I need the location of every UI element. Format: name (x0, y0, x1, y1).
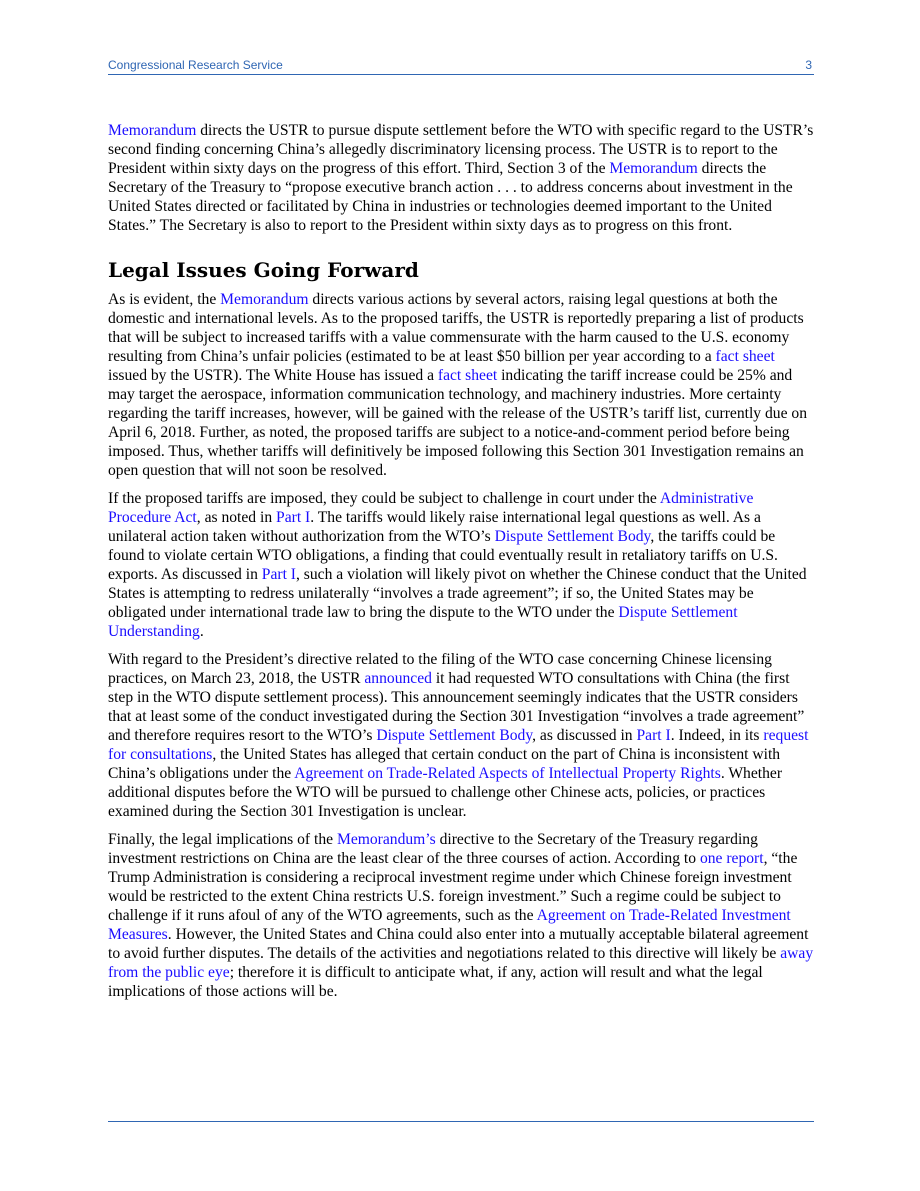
footer-divider (108, 1121, 814, 1122)
paragraph: Finally, the legal implications of the Memorandum’s directive to the Secretary of the Treasury regarding investment restrictions on China are the least clear of the three courses of action. According to one report, “the Trump Administration is considering a reciprocal investment regime under which Chinese foreign investment would be restricted to the extent China restricts U.S. foreign investment.” Such a regime could be subject to challenge if it runs afoul of any of the WTO agreements, such as the Agreement on Trade-Related Investment Measures. However, the United States and China could also enter into a mutually acceptable bilateral agreement to avoid further disputes. The details of the activities and negotiations related to this directive will likely be away from the public eye; therefore it is difficult to anticipate what, if any, action will result and what the legal implications of those actions will be. (108, 830, 814, 1001)
fact-sheet-link[interactable]: fact sheet (715, 347, 775, 365)
administrative-procedure-act-link[interactable]: Administrative Procedure Act (108, 489, 754, 526)
header-source: Congressional Research Service (108, 58, 283, 72)
dispute-settlement-understanding-link[interactable]: Dispute Settlement Understanding (108, 604, 738, 641)
one-report-link[interactable]: one report (699, 849, 764, 867)
request-for-consultations-link[interactable]: request for consultations (108, 727, 809, 764)
dispute-settlement-body-link[interactable]: Dispute Settlement Body (494, 527, 651, 545)
memorandum-link[interactable]: Memorandum (108, 122, 197, 139)
page-number: 3 (805, 58, 812, 72)
page-header (108, 57, 814, 75)
paragraph: With regard to the President’s directive related to the filing of the WTO case concerning Chinese licensing practices, on March 23, 2018, the USTR announced it had requested WTO consultations with China (the first step in the WTO dispute settlement process). This announcement seemingly indicates that the USTR considers that at least some of the conduct investigated during the Section 301 Investigation “involves a trade agreement” and therefore requires resort to the WTO’s Dispute Settlement Body, as discussed in Part I. Indeed, in its request for consultations, the United States has alleged that certain conduct on the part of China is inconsistent with China’s obligations under the Agreement on Trade-Related Aspects of Intellectual Property Rights. Whether additional disputes before the WTO will be pursued to challenge other Chinese acts, policies, or practices examined during the Section 301 Investigation is unclear. (108, 650, 809, 821)
memorandum-link[interactable]: Memorandum (609, 160, 698, 178)
public-eye-link[interactable]: away from the public eye (108, 945, 814, 982)
document-body (108, 121, 814, 1010)
memorandum-link[interactable]: Memorandum’s (336, 830, 436, 848)
trims-agreement-link[interactable]: Agreement on Trade-Related Investment Measures (108, 907, 791, 944)
announced-link[interactable]: announced (364, 669, 432, 687)
paragraph: Memorandum directs the USTR to pursue dispute settlement before the WTO with specific regard to the USTR’s second finding concerning China’s allegedly discriminatory licensing process. The USTR is to report to the President within sixty days on the progress of this effort. Third, Section 3 of the Memorandum directs the Secretary of the Treasury to “propose executive branch action . . . to address concerns about investment in the United States directed or facilitated by China in industries or technologies deemed important to the United States.” The Secretary is also to report to the President within sixty days as to progress on this front. (108, 122, 814, 235)
memorandum-link[interactable]: Memorandum (220, 290, 309, 308)
part-i-link[interactable]: Part I (261, 566, 296, 584)
dispute-settlement-body-link[interactable]: Dispute Settlement Body (376, 727, 533, 744)
section-heading: Legal Issues Going Forward (108, 257, 419, 282)
fact-sheet-link[interactable]: fact sheet (437, 366, 498, 384)
part-i-link[interactable]: Part I (636, 727, 671, 744)
part-i-link[interactable]: Part I (276, 508, 311, 526)
paragraph: As is evident, the Memorandum directs various actions by several actors, raising legal questions at both the domestic and international levels. As to the proposed tariffs, the USTR is reportedly preparing a list of products that will be subject to increased tariffs with a value commensurate with the harm caused to the U.S. economy resulting from China’s unfair policies (estimated to be at least $50 billion per year according to a fact sheet issued by the USTR). The White House has issued a fact sheet indicating the tariff increase could be 25% and may target the aerospace, information communication technology, and machinery industries. More certainty regarding the tariff increases, however, will be gained with the release of the USTR’s tariff list, currently due on April 6, 2018. Further, as noted, the proposed tariffs are subject to a notice-and-comment period before being imposed. Thus, whether tariffs will definitively be imposed following this Section 301 Investigation remains an open question that will not soon be resolved. (108, 290, 807, 480)
paragraph: If the proposed tariffs are imposed, they could be subject to challenge in court under the Administrative Procedure Act, as noted in Part I. The tariffs would likely raise international legal questions as well. As a unilateral action taken without authorization from the WTO’s Dispute Settlement Body, the tariffs could be found to violate certain WTO obligations, a finding that could eventually result in retaliatory tariffs on U.S. exports. As discussed in Part I, such a violation will likely pivot on whether the Chinese conduct that the United States is attempting to redress unilaterally “involves a trade agreement”; if so, the United States may be obligated under international trade law to bring the dispute to the WTO under the Dispute Settlement Understanding. (108, 489, 807, 641)
trips-agreement-link[interactable]: Agreement on Trade-Related Aspects of Intellectual Property Rights (294, 765, 721, 783)
